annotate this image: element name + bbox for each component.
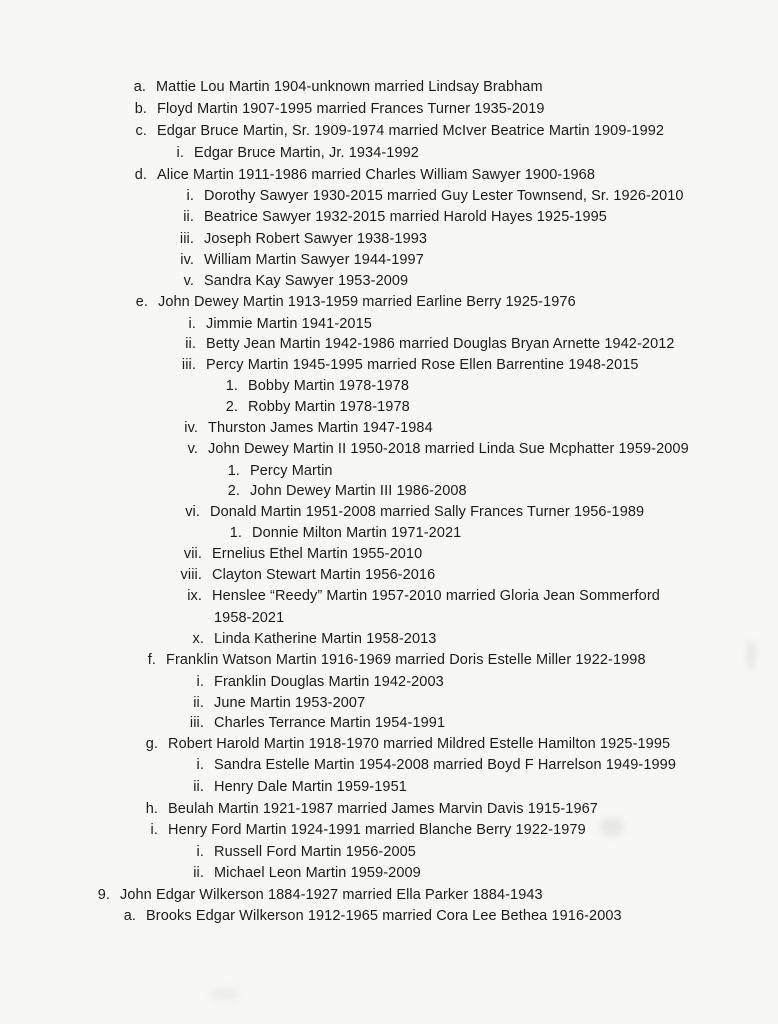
- list-marker: x.: [192, 631, 204, 647]
- list-item: [228, 524, 461, 542]
- list-marker: ii.: [193, 779, 204, 795]
- list-item: [174, 440, 689, 458]
- list-item-text: Betty Jean Martin 1942-1986 married Douglas Bryan Arnette 1942-2012: [206, 336, 675, 352]
- list-marker: iii.: [181, 357, 196, 373]
- list-item-text: Robert Harold Martin 1918-1970 married Mildred Estelle Hamilton 1925-1995: [168, 736, 671, 752]
- list-marker: 9.: [97, 887, 110, 903]
- list-item: [180, 714, 445, 732]
- list-marker: d.: [134, 167, 147, 183]
- list-marker: i.: [196, 674, 204, 690]
- list-item: [170, 251, 424, 269]
- list-item-text: Beulah Martin 1921-1987 married James Marvin Davis 1915-1967: [168, 801, 598, 817]
- list-marker: 1.: [227, 463, 240, 479]
- list-item: [122, 907, 622, 925]
- list-item: [174, 419, 433, 437]
- list-item: [224, 377, 409, 395]
- list-item-text: Henry Ford Martin 1924-1991 married Blanche Berry 1922-1979: [168, 822, 586, 838]
- list-marker: 2.: [225, 399, 238, 415]
- list-item: [170, 272, 408, 290]
- list-item: [226, 462, 333, 480]
- list-marker: 1.: [225, 378, 238, 394]
- list-item-text: Dorothy Sawyer 1930-2015 married Guy Lester Townsend, Sr. 1926-2010: [204, 188, 684, 204]
- list-item: [176, 503, 644, 521]
- list-item: [178, 587, 660, 605]
- list-item-text: Ernelius Ethel Martin 1955-2010: [212, 546, 423, 562]
- list-item-text: Michael Leon Martin 1959-2009: [214, 865, 421, 881]
- list-item-text: Franklin Watson Martin 1916-1969 married Doris Estelle Miller 1922-1998: [166, 652, 646, 668]
- list-item-text: Clayton Stewart Martin 1956-2016: [212, 567, 436, 583]
- list-item: [132, 78, 543, 96]
- list-item-text: Floyd Martin 1907-1995 married Frances Turner 1935-2019: [157, 101, 545, 117]
- list-item: [160, 144, 419, 162]
- list-item-text: Donnie Milton Martin 1971-2021: [252, 525, 462, 541]
- list-item: [178, 566, 435, 584]
- list-item-text: Sandra Kay Sawyer 1953-2009: [204, 273, 409, 289]
- list-marker: i.: [188, 316, 196, 332]
- list-marker: c.: [135, 123, 147, 139]
- list-item-text: John Edgar Wilkerson 1884-1927 married Ella Parker 1884-1943: [120, 887, 543, 903]
- list-item: [180, 694, 365, 712]
- list-item: [226, 482, 467, 500]
- list-item: [172, 356, 639, 374]
- list-item: [144, 800, 598, 818]
- list-marker: iv.: [184, 420, 198, 436]
- list-marker: a.: [123, 908, 136, 924]
- list-marker: vii.: [183, 546, 202, 562]
- list-item: [134, 293, 576, 311]
- list-marker: viii.: [180, 567, 202, 583]
- list-item: [180, 756, 676, 774]
- scan-smudge: [600, 818, 624, 836]
- list-item-text: John Dewey Martin II 1950-2018 married Linda Sue Mcphatter 1959-2009: [208, 441, 689, 457]
- list-item-text: Edgar Bruce Martin, Jr. 1934-1992: [194, 145, 419, 161]
- list-marker: vi.: [185, 504, 200, 520]
- list-item: [144, 735, 670, 753]
- list-item: [180, 864, 421, 882]
- list-item: [180, 843, 416, 861]
- list-marker: iii.: [179, 231, 194, 247]
- list-item-text: Edgar Bruce Martin, Sr. 1909-1974 married McIver Beatrice Martin 1909-1992: [157, 123, 665, 139]
- list-marker: v.: [183, 273, 194, 289]
- list-item: [180, 673, 444, 691]
- list-item-text: Brooks Edgar Wilkerson 1912-1965 married Cora Lee Bethea 1916-2003: [146, 908, 622, 924]
- list-item: [178, 545, 422, 563]
- list-marker: i.: [176, 145, 184, 161]
- list-item: [180, 630, 436, 648]
- list-item-text: Henslee “Reedy” Martin 1957-2010 married Gloria Jean Sommerford: [212, 588, 660, 604]
- list-marker: b.: [134, 101, 147, 117]
- list-item-text: 1958-2021: [214, 610, 285, 626]
- list-marker: i.: [196, 757, 204, 773]
- list-item-text: Robby Martin 1978-1978: [248, 399, 410, 415]
- list-marker: ii.: [183, 209, 194, 225]
- list-marker: iv.: [180, 252, 194, 268]
- list-item-text: Alice Martin 1911-1986 married Charles William Sawyer 1900-1968: [157, 167, 596, 183]
- list-item: [170, 208, 607, 226]
- list-item: [172, 315, 372, 333]
- list-marker: ii.: [193, 865, 204, 881]
- list-item-text: John Dewey Martin III 1986-2008: [250, 483, 467, 499]
- list-marker: ii.: [185, 336, 196, 352]
- list-item: [172, 335, 675, 353]
- list-item-text: Thurston James Martin 1947-1984: [208, 420, 433, 436]
- list-item-text: Donald Martin 1951-2008 married Sally Frances Turner 1956-1989: [210, 504, 645, 520]
- list-marker: v.: [187, 441, 198, 457]
- list-item-text: June Martin 1953-2007: [214, 695, 366, 711]
- list-marker: 2.: [227, 483, 240, 499]
- list-item: [133, 122, 664, 140]
- list-item-text: Sandra Estelle Martin 1954-2008 married Boyd F Harrelson 1949-1999: [214, 757, 676, 773]
- list-item: [180, 778, 407, 796]
- list-marker: 1.: [229, 525, 242, 541]
- list-item-text: Percy Martin 1945-1995 married Rose Ellen Barrentine 1948-2015: [206, 357, 639, 373]
- list-item: [133, 100, 545, 118]
- list-item-text: Linda Katherine Martin 1958-2013: [214, 631, 437, 647]
- list-marker: ii.: [193, 695, 204, 711]
- list-item: [133, 166, 595, 184]
- list-marker: f.: [147, 652, 156, 668]
- list-item: [170, 230, 427, 248]
- list-marker: ix.: [187, 588, 202, 604]
- list-item-text: Mattie Lou Martin 1904-unknown married Lindsay Brabham: [156, 79, 543, 95]
- list-marker: a.: [133, 79, 146, 95]
- list-item: [142, 651, 646, 669]
- list-item-text: Percy Martin: [250, 463, 333, 479]
- list-item-text: Beatrice Sawyer 1932-2015 married Harold Hayes 1925-1995: [204, 209, 607, 225]
- list-marker: h.: [145, 801, 158, 817]
- list-item: [224, 398, 410, 416]
- list-marker: e.: [135, 294, 148, 310]
- list-item-text: Bobby Martin 1978-1978: [248, 378, 409, 394]
- list-item: [144, 821, 586, 839]
- list-marker: iii.: [189, 715, 204, 731]
- list-marker: i.: [186, 188, 194, 204]
- list-item-text: Jimmie Martin 1941-2015: [206, 316, 372, 332]
- list-item: [96, 886, 543, 904]
- list-marker: g.: [145, 736, 158, 752]
- scan-smudge: [746, 640, 756, 670]
- list-item-text: John Dewey Martin 1913-1959 married Earline Berry 1925-1976: [158, 294, 576, 310]
- list-item-text: Henry Dale Martin 1959-1951: [214, 779, 407, 795]
- list-item-text: William Martin Sawyer 1944-1997: [204, 252, 424, 268]
- list-item-continuation: [214, 609, 284, 627]
- list-item-text: Russell Ford Martin 1956-2005: [214, 844, 416, 860]
- list-item-text: Charles Terrance Martin 1954-1991: [214, 715, 446, 731]
- list-item-text: Franklin Douglas Martin 1942-2003: [214, 674, 444, 690]
- list-item-text: Joseph Robert Sawyer 1938-1993: [204, 231, 428, 247]
- list-item: [170, 187, 684, 205]
- scan-smudge: [210, 988, 240, 1002]
- list-marker: i.: [196, 844, 204, 860]
- list-marker: i.: [150, 822, 158, 838]
